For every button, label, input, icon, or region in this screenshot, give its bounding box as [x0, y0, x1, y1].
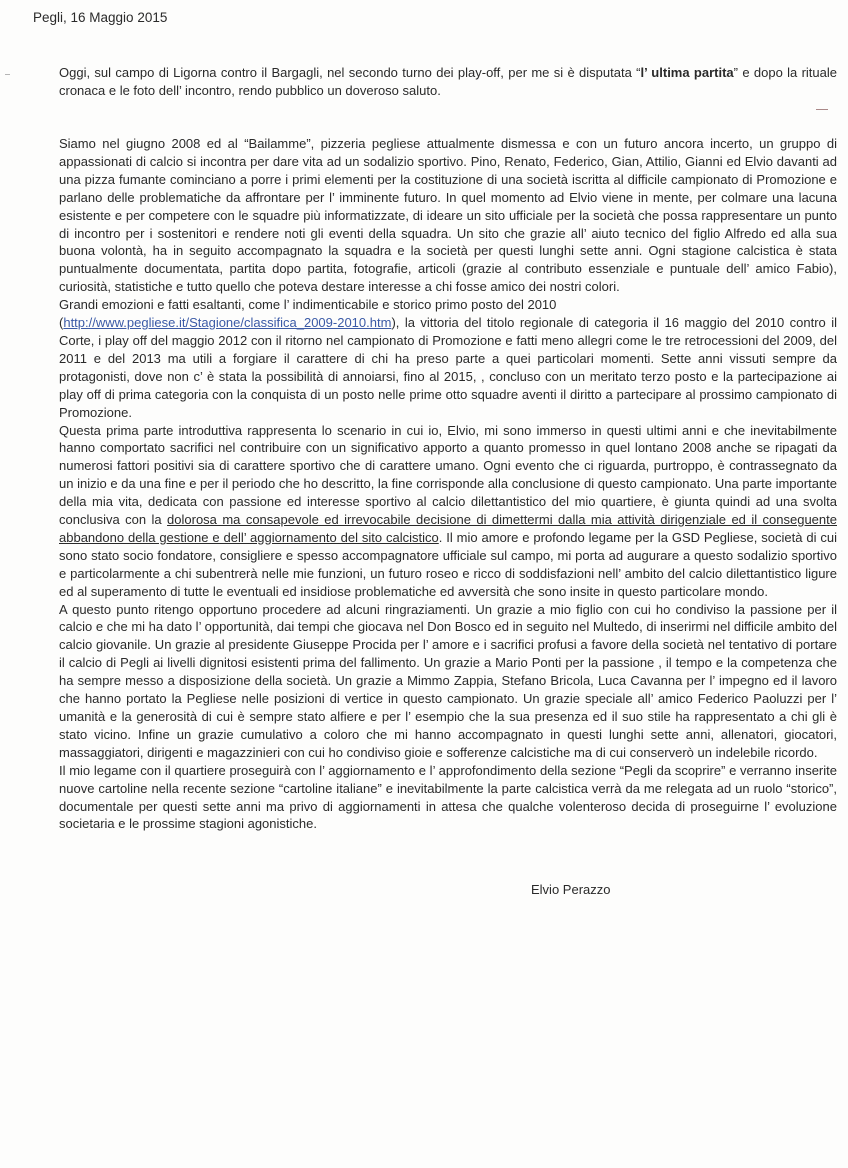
intro-text: Oggi, sul campo di Ligorna contro il Bargagli, nel secondo turno dei play-off, per me si è disputata “: [59, 65, 641, 80]
scan-mark: [816, 109, 828, 110]
resignation-text: Questa prima parte introduttiva rappresenta lo scenario in cui io, Elvio, mi sono immerso in questi ultimi anni e che inevitabilmente hanno comportato sacrifici nel contribuire con un significativo apporto a quanto promesso in quel lontano 2008 anche se ripagati da numerosi fattori positivi sia di carattere sportivo che di carattere umano. Ogni evento che ci riguarda, purtroppo, è contrassegnato da un inizio e da una fine e per il periodo che ho descritto, la fine corrisponde alla conclusione di questo campionato. Una parte importante della mia vita, dedicata con passione ed interesse sportivo al calcio dilettantistico del mio quartiere, è giunta quindi ad una svolta conclusiva con la: [59, 422, 837, 528]
scan-mark: [5, 74, 10, 75]
letter-date: Pegli, 16 Maggio 2015: [33, 10, 168, 25]
paragraph-history: Siamo nel giugno 2008 ed al “Bailamme”, pizzeria pegliese attualmente dismessa e con un futuro ancora incerto, un gruppo di appassionati di calcio si incontra per dare vita ad un sodalizio sportivo. Pino, Renato, Federico, Gian, Attilio, Gianni ed Elvio davanti ad una pizza fumante cominciano a porre i primi elementi per la costituzione di una società iscritta al difficile campionato di Promozione e parlano delle problematiche da affrontare per l’ imminente futuro. In quel momento ad Elvio viene in mente, per colmare una lacuna esistente e per competere con le squadre più informatizzate, di ideare un sito ufficiale per la società che possa rappresentare un punto di incontro per i sostenitori e rendere noti gli eventi della squadra. Un sito che grazie all’ aiuto tecnico del figlio Alfredo ed alla sua buona volontà, ha in seguito accompagnato la squadra e la società per questi lunghi sette anni. Ogni stagione calcistica è stata puntualmente documentata, partita dopo partita, fotografie, articoli (grazie al contributo essenziale e puntuale dell’ amico Fabio), curiosità, statistiche e tutto quello che poteva destare interesse a chi fosse amico dei nostri colori.: [59, 136, 837, 295]
intro-paragraph: [59, 64, 837, 100]
paragraph-future: Il mio legame con il quartiere proseguirà con l’ aggiornamento e l’ approfondimento della sezione “Pegli da scoprire” e verranno inserite nuove cartoline nella recente sezione “cartoline italiane” e inevitabilmente la parte calcistica verrà da me relegata ad un ruolo “storico”, documentale per questi sette anni ma privo di aggiornamenti in attesa che qualche volenteroso decida di proseguirne l’ evoluzione societaria e le prossime stagioni agonistiche.: [59, 762, 837, 832]
intro-text-end: ” e dopo la rituale cronaca e le foto dell’ incontro, rendo pubblico un doveroso saluto.: [59, 65, 837, 98]
paragraph-thanks: A questo punto ritengo opportuno procedere ad alcuni ringraziamenti. Un grazie a mio figlio con cui ho condiviso la passione per il calcio e che mi ha dato l’ opportunità, dai tempi che giocava nel Don Bosco ed in seguito nel Multedo, di inserirmi nel difficile ambito del calcio giovanile. Un grazie al presidente Giuseppe Procida per l’ amore e i sacrifici profusi a favore della società nel tentativo di portare il calcio di Pegli ai livelli dignitosi esistenti prima del fallimento. Un grazie a Mario Ponti per la passione , il tempo e la competenza che ha sempre messo a disposizione della società. Un grazie a Mimmo Zappia, Stefano Bricola, Luca Cavanna per l’ impegno ed il lavoro che hanno portato la Pegliese nelle posizioni di vertice in questo campionato. Un grazie speciale all’ amico Federico Paoluzzi per l’ umanità e la generosità di cui è sempre stato alfiere e per l’ esempio che la sua presenza ed il suo stile ha rappresentato a chi gli è stato vicino. Infine un grazie cumulativo a coloro che mi hanno accompagnato in questi lunghi sette anni, allenatori, giocatori, massaggiatori, dirigenti e magazzinieri con cui ho condiviso gioie e sofferenze calcistiche ma di cui conserverò un indelebile ricordo.: [59, 601, 837, 760]
achievements-lead: Grandi emozioni e fatti esaltanti, come l’ indimenticabile e storico primo posto del 2010: [59, 297, 557, 313]
paragraph-resignation: [59, 422, 837, 601]
achievements-text: ), la vittoria del titolo regionale di categoria il 16 maggio del 2010 contro il Corte, i play off del maggio 2012 con il ritorno nel campionato di Promozione e fatti meno allegri come le tre retrocessioni del 2009, del 2011 e del 2013 ma utili a forgiare il carattere di chi ha preso parte a quei particolari momenti. Sette anni vissuti sempre da protagonisti, dove non c’ è stata la possibilità di annoiarsi, fino al 2015, , concluso con un meritato terzo posto e la partecipazione ai play off di prima categoria con la conquista di un posto nelle prime otto squadre aventi il diritto a partecipare al prossimo campionato di Promozione.: [59, 315, 837, 420]
letter-body: [59, 135, 837, 833]
paren-open: (: [59, 315, 64, 331]
intro-emphasis: l’ ultima partita: [640, 65, 734, 80]
signature: Elvio Perazzo: [531, 882, 611, 897]
resignation-text-end: . Il mio amore e profondo legame per la GSD Pegliese, società di cui sono stato socio fondatore, consigliere e spesso accompagnatore ufficiale sul campo, mi porta ad augurare a questo sodalizio sportivo e particolarmente a chi subentrerà nelle mie funzioni, un futuro roseo e ricco di soddisfazioni nell’ ambito del calcio dilettantistico ligure ed al superamento di tutte le eventuali ed insidiose problematiche ed avversità che sono insite in questo particolare mondo.: [59, 529, 837, 599]
paragraph-achievements: [59, 296, 837, 421]
standings-link[interactable]: http://www.pegliese.it/Stagione/classifica_2009-2010.htm: [63, 315, 392, 331]
resignation-decision: dolorosa ma consapevole ed irrevocabile decisione di dimettermi dalla mia attività dirigenziale ed il conseguente abbandono della gestione e dell’ aggiornamento del sito calcistico: [59, 512, 837, 545]
